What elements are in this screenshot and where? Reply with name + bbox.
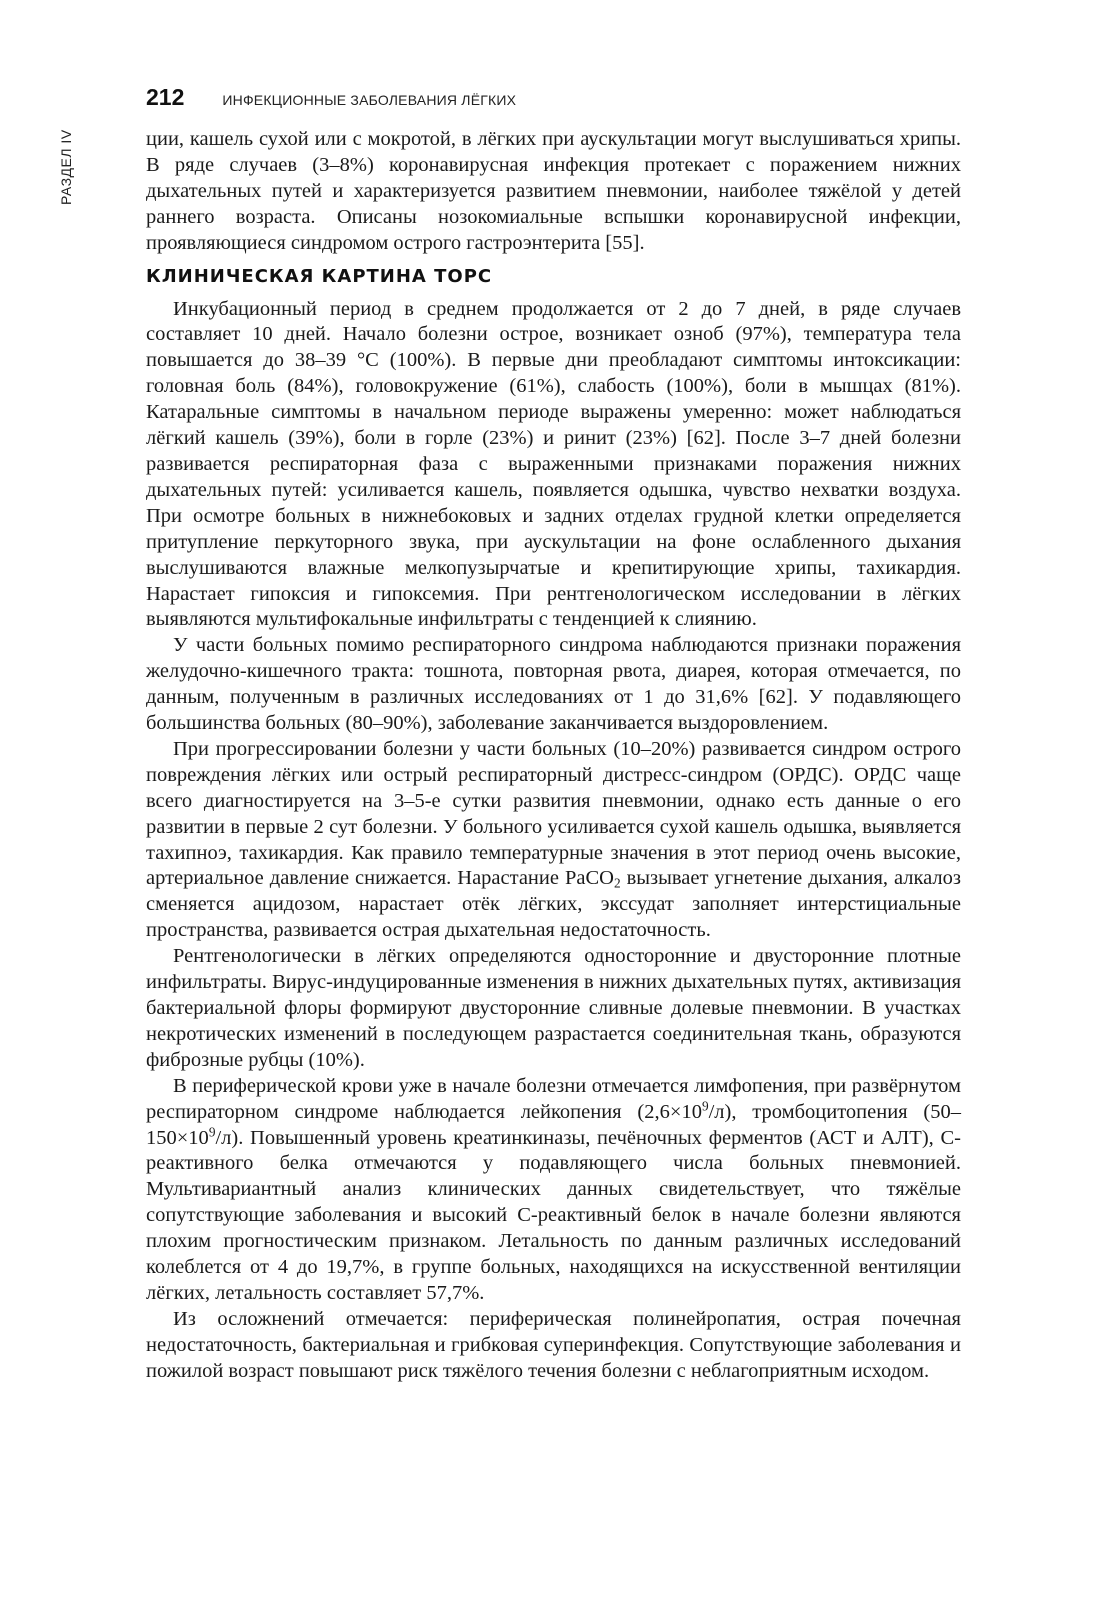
running-title: ИНФЕКЦИОННЫЕ ЗАБОЛЕВАНИЯ ЛЁГКИХ [222,92,517,108]
blood-text-part-1: В периферической крови уже в начале болезни отмечается лимфопения, при развёрнутом респираторном синдроме наблюдается лейкопения (2,6×10 [146,1074,961,1123]
ards-text-part-2: вызывает угнетение дыхания, алкалоз сменяется ацидозом, нарастает отёк лёгких, экссудат заполняет интерстициальные пространства, развивается острая дыхательная недостаточность. [146,867,961,942]
section-heading: КЛИНИЧЕСКАЯ КАРТИНА ТОРС [146,265,493,287]
paragraph-incubation: Инкубационный период в среднем продолжается от 2 до 7 дней, в ряде случаев составляет 10 дней. Начало болезни острое, возникает озноб (97%), температура тела повышается до 38–39 °C (100%). В первые дни преобладают симптомы интоксикации: головная боль (84%), головокружение (61%), слабость (100%), боли в мышцах (81%). Катаральные симптомы в начальном периоде выражены умеренно: может наблюдаться лёгкий кашель (39%), боли в горле (23%) и ринит (23%) [62]. После 3–7 дней болезни развивается респираторная фаза с выраженными признаками поражения нижних дыхательных путей: усиливается кашель, появляется одышка, чувство нехватки воздуха. При осмотре больных в нижнебоковых и задних отделах грудной клетки определяется притупление перкуторного звука, при аускультации на фоне ослабленного дыхания выслушиваются влажные мелкопузырчатые и крепитирующие хрипы, тахикардия. Нарастает гипоксия и гипоксемия. При рентгенологическом исследовании в лёгких выявляются мультифокальные инфильтраты с тенденцией к слиянию. [146,297,961,631]
running-header [146,84,516,111]
page-number: 212 [146,84,185,110]
body-text [146,127,961,1385]
paco2-subscript: 2 [613,875,621,891]
blood-text-part-3: /л). Повышенный уровень креатинкиназы, печёночных ферментов (АСТ и АЛТ), С-реактивного белка отмечаются у подавляющего числа больных пневмонией. Мультивариантный анализ клинических данных свидетельствует, что тяжёлые сопутствующие заболевания и высокий С-реактивный белок в начале болезни являются плохим прогностическим признаком. Летальность по данным различных исследований колеблется от 4 до 19,7%, в группе больных, находящихся на искусственной вентиляции лёгких, летальность составляет 57,7%. [146,1126,961,1304]
paragraph-complications: Из осложнений отмечается: периферическая полинейропатия, острая почечная недостаточность, бактериальная и грибковая суперинфекция. Сопутствующие заболевания и пожилой возраст повышают риск тяжёлого течения болезни с неблагоприятным исходом. [146,1307,961,1382]
paragraph-continued: ции, кашель сухой или с мокротой, в лёгких при аускультации могут выслушиваться хрипы. В ряде случаев (3–8%) коронавирусная инфекция протекает с поражением нижних дыхательных путей и характеризуется развитием пневмонии, наиболее тяжёлой у детей раннего возраста. Описаны нозокомиальные вспышки коронавирусной инфекции, проявляющиеся синдромом острого гастроэнтерита [55]. [146,128,961,254]
paragraph-gastrointestinal: У части больных помимо респираторного синдрома наблюдаются признаки поражения желудочно-кишечного тракта: тошнота, повторная рвота, диарея, которая отмечается, по данным, полученным в различных исследованиях от 1 до 31,6% [62]. У подавляющего большинства больных (80–90%), заболевание заканчивается выздоровлением. [146,634,961,735]
paragraph-ards [146,737,961,944]
blood-text-part-2: /л), тромбоцитопения (50–150×10 [146,1100,962,1149]
exponent-superscript-1: 9 [701,1098,709,1114]
paragraph-radiology: Рентгенологически в лёгких определяются односторонние и двусторонние плотные инфильтраты. Вирус-индуцированные изменения в нижних дыхательных путях, активизация бактериальной флоры формируют двусторонние сливные долевые пневмонии. В участках некротических изменений в последующем разрастается соединительная ткань, образуются фиброзные рубцы (10%). [146,945,961,1071]
ards-text-part-1: При прогрессировании болезни у части больных (10–20%) развивается синдром острого повреждения лёгких или острый респираторный дистресс-синдром (ОРДС). ОРДС чаще всего диагностируется на 3–5-е сутки развития пневмонии, однако есть данные о его развитии в первые 2 сут болезни. У больного усиливается сухой кашель одышка, выявляется тахипноэ, тахикардия. Как правило температурные значения в этот период очень высокие, артериальное давление снижается. Нарастание PaCO [146,737,961,890]
exponent-superscript-2: 9 [208,1124,216,1140]
section-side-label: РАЗДЕЛ IV [58,129,74,205]
paragraph-blood [146,1074,961,1307]
